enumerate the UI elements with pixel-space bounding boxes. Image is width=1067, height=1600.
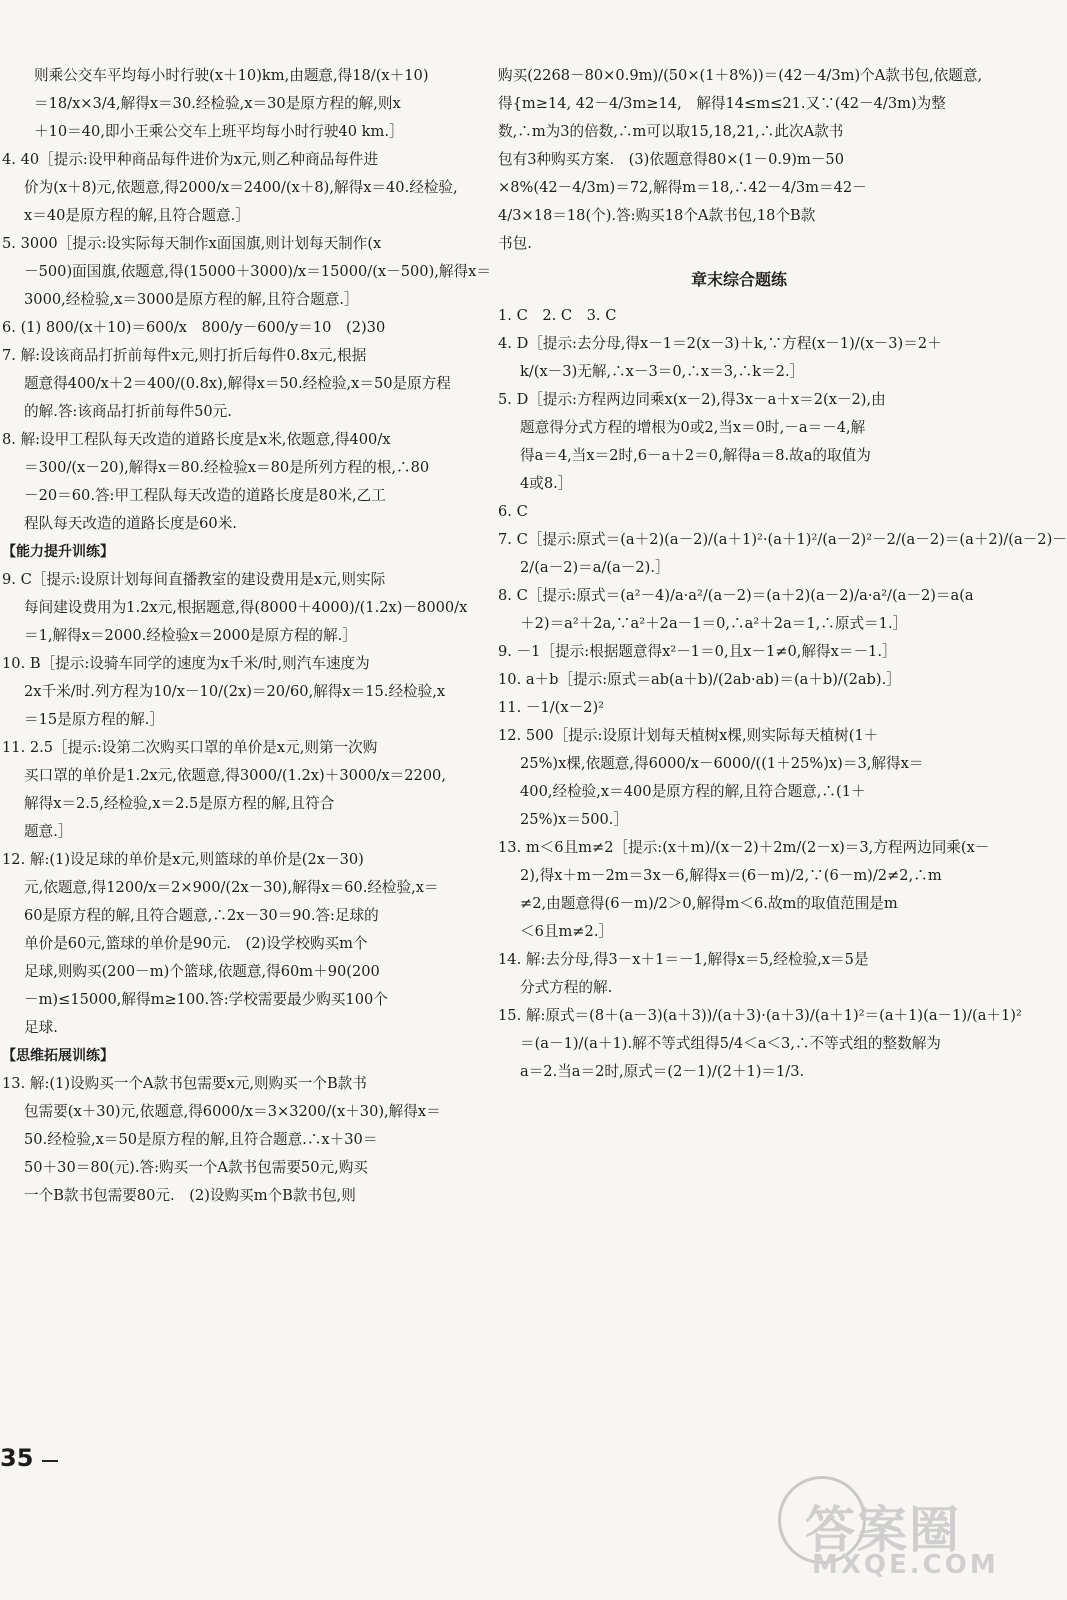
- answer-line: 6. C: [498, 503, 528, 520]
- answer-line: 购买(2268－80×0.9m)/(50×(1＋8%))＝(42－4/3m)个A款书包,依题意,: [498, 67, 983, 84]
- answer-line: 解得x＝2.5,经检验,x＝2.5是原方程的解,且符合: [24, 795, 335, 812]
- answer-line: 8. 解:设甲工程队每天改造的道路长度是x米,依题意,得400/x: [2, 431, 391, 448]
- answer-line: 单价是60元,篮球的单价是90元. (2)设学校购买m个: [24, 935, 368, 952]
- answer-line: 包需要(x＋30)元,依题意,得6000/x＝3×3200/(x＋30),解得x＝: [24, 1103, 441, 1120]
- answer-line: 5. D［提示:方程两边同乘x(x－2),得3x－a＋x＝2(x－2),由: [498, 391, 886, 408]
- answer-line: 4. D［提示:去分母,得x－1＝2(x－3)＋k,∵方程(x－1)/(x－3)＝2＋: [498, 335, 942, 352]
- answer-line: 的解.答:该商品打折前每件50元.: [24, 403, 232, 420]
- answer-line: x＝40是原方程的解,且符合题意.］: [24, 207, 250, 224]
- answer-line: 7. C［提示:原式＝(a＋2)(a－2)/(a＋1)²·(a＋1)²/(a－2)²－2/(a－2)＝(a＋2)/(a－2)－: [498, 531, 1067, 548]
- review-answers: [498, 302, 1067, 1086]
- answer-line: －20＝60.答:甲工程队每天改造的道路长度是80米,乙工: [24, 487, 386, 504]
- answer-line: 12. 解:(1)设足球的单价是x元,则篮球的单价是(2x－30): [2, 851, 364, 868]
- answer-line: 7. 解:设该商品打折前每件x元,则打折后每件0.8x元,根据: [2, 347, 367, 364]
- answer-line: 6. (1) 800/(x＋10)＝600/x 800/y－600/y＝10 (2)30: [2, 319, 386, 336]
- answer-line: 2/(a－2)＝a/(a－2).］: [520, 559, 670, 576]
- answer-line: 5. 3000［提示:设实际每天制作x面国旗,则计划每天制作(x: [2, 235, 382, 252]
- answer-line: 14. 解:去分母,得3－x＋1＝－1,解得x＝5,经检验,x＝5是: [498, 951, 869, 968]
- answer-line: a＝2.当a＝2时,原式＝(2－1)/(2＋1)＝1/3.: [520, 1063, 805, 1080]
- watermark-logo: 答案圈: [805, 1501, 961, 1559]
- answer-line: 10. B［提示:设骑车同学的速度为x千米/时,则汽车速度为: [2, 655, 370, 672]
- answer-line: 12. 500［提示:设原计划每天植树x棵,则实际每天植树(1＋: [498, 727, 879, 744]
- answer-line: ＝15是原方程的解.］: [24, 711, 164, 728]
- answer-line: ＝300/(x－20),解得x＝80.经检验x＝80是所列方程的根,∴80: [24, 459, 430, 476]
- page-number: 35: [0, 1444, 34, 1472]
- answer-line: ＋10＝40,即小王乘公交车上班平均每小时行驶40 km.］: [34, 123, 404, 140]
- answer-line: 15. 解:原式＝(8＋(a－3)(a＋3))/(a＋3)·(a＋3)/(a＋1)²＝(a＋1)(a－1)/(a＋1)²: [498, 1007, 1022, 1024]
- answer-line: 元,依题意,得1200/x＝2×900/(2x－30),解得x＝60.经检验,x＝: [24, 879, 439, 896]
- right-column: [498, 62, 1067, 1086]
- answer-line: 50＋30＝80(元).答:购买一个A款书包需要50元,购买: [24, 1159, 368, 1176]
- answer-line: 4/3×18＝18(个).答:购买18个A款书包,18个B款: [498, 207, 816, 224]
- answer-line: 60是原方程的解,且符合题意,∴2x－30＝90.答:足球的: [24, 907, 379, 924]
- answer-line: k/(x－3)无解,∴x－3＝0,∴x＝3,∴k＝2.］: [520, 363, 805, 380]
- answer-line: 4或8.］: [520, 475, 573, 492]
- answer-line: 一个B款书包需要80元. (2)设购买m个B款书包,则: [24, 1187, 356, 1204]
- left-column: [2, 62, 491, 1210]
- answer-line: 买口罩的单价是1.2x元,依题意,得3000/(1.2x)＋3000/x＝2200,: [24, 767, 446, 784]
- answer-line: 数,∴m为3的倍数,∴m可以取15,18,21,∴此次A款书: [498, 123, 844, 140]
- answer-line: ×8%(42－4/3m)＝72,解得m＝18,∴42－4/3m＝42－: [498, 179, 867, 196]
- answer-line: 13. m＜6且m≠2［提示:(x＋m)/(x－2)＋2m/(2－x)＝3,方程两边同乘(x－: [498, 839, 990, 856]
- answer-line: 价为(x＋8)元,依题意,得2000/x＝2400/(x＋8),解得x＝40.经检验,: [24, 179, 458, 196]
- answer-line: 足球.: [24, 1019, 58, 1036]
- answer-line: 400,经检验,x＝400是原方程的解,且符合题意,∴(1＋: [520, 783, 866, 800]
- answer-line: ＜6且m≠2.］: [520, 923, 614, 940]
- answer-line: 得a＝4,当x＝2时,6－a＋2＝0,解得a＝8.故a的取值为: [520, 447, 871, 464]
- answer-line: 9. C［提示:设原计划每间直播教室的建设费用是x元,则实际: [2, 571, 386, 588]
- answer-line: 题意得400/x＋2＝400/(0.8x),解得x＝50.经检验,x＝50是原方程: [24, 375, 451, 392]
- watermark-url: MXQE.COM: [812, 1550, 999, 1580]
- answer-line: 则乘公交车平均每小时行驶(x＋10)km,由题意,得18/(x＋10): [34, 67, 429, 84]
- section-heading: 章末综合题练: [690, 270, 787, 289]
- answer-line: 11. －1/(x－2)²: [498, 699, 604, 716]
- answer-line: 50.经检验,x＝50是原方程的解,且符合题意.∴x＋30＝: [24, 1131, 378, 1148]
- answer-line: 25%)x棵,依题意,得6000/x－6000/((1＋25%)x)＝3,解得x＝: [520, 755, 924, 772]
- answer-line: 题意得分式方程的增根为0或2,当x＝0时,－a＝－4,解: [520, 419, 866, 436]
- answer-line: 2x千米/时.列方程为10/x－10/(2x)＝20/60,解得x＝15.经检验,x: [24, 683, 446, 700]
- answer-line: 得{m≥14, 42－4/3m≥14, 解得14≤m≤21.又∵(42－4/3m)为整: [498, 95, 946, 112]
- answer-line: ＝1,解得x＝2000.经检验x＝2000是原方程的解.］: [24, 627, 357, 644]
- answer-line: 书包.: [498, 235, 532, 252]
- answer-line: 包有3种购买方案. (3)依题意得80×(1－0.9)m－50: [498, 151, 844, 168]
- answer-line: 2),得x＋m－2m＝3x－6,解得x＝(6－m)/2,∵(6－m)/2≠2,∴m: [520, 867, 942, 884]
- answer-line: ≠2,由题意得(6－m)/2＞0,解得m＜6.故m的取值范围是m: [520, 895, 898, 912]
- page-number-rule: [42, 1460, 58, 1462]
- section-label: 【能力提升训练】: [2, 544, 114, 560]
- answer-line: 25%)x＝500.］: [520, 811, 629, 828]
- answer-line: 9. －1［提示:根据题意得x²－1＝0,且x－1≠0,解得x＝－1.］: [498, 643, 897, 660]
- section-label: 【思维拓展训练】: [2, 1048, 114, 1064]
- answer-line: 每间建设费用为1.2x元,根据题意,得(8000＋4000)/(1.2x)－8000/x: [24, 599, 468, 616]
- answer-line: 足球,则购买(200－m)个篮球,依题意,得60m＋90(200: [24, 963, 380, 980]
- answer-line: 分式方程的解.: [520, 979, 613, 996]
- answer-line: 8. C［提示:原式＝(a²－4)/a·a²/(a－2)＝(a＋2)(a－2)/a·a²/(a－2)＝a(a: [498, 587, 974, 604]
- answer-line: 程队每天改造的道路长度是60米.: [24, 515, 237, 532]
- answer-line: 10. a＋b［提示:原式＝ab(a＋b)/(2ab·ab)＝(a＋b)/(2ab).］: [498, 671, 901, 688]
- answer-line: －500)面国旗,依题意,得(15000＋3000)/x＝15000/(x－500),解得x＝: [24, 263, 491, 280]
- answer-line: 1. C 2. C 3. C: [498, 307, 617, 324]
- answer-line: 11. 2.5［提示:设第二次购买口罩的单价是x元,则第一次购: [2, 739, 378, 756]
- answer-line: ＝(a－1)/(a＋1).解不等式组得5/4＜a＜3,∴不等式组的整数解为: [520, 1035, 941, 1052]
- answer-line: ＋2)＝a²＋2a,∵a²＋2a－1＝0,∴a²＋2a＝1,∴原式＝1.］: [520, 615, 908, 632]
- continued-solution: [498, 62, 983, 258]
- answer-line: ＝18/x×3/4,解得x＝30.经检验,x＝30是原方程的解,则x: [34, 95, 401, 112]
- answer-line: 题意.］: [24, 823, 73, 840]
- answer-line: 13. 解:(1)设购买一个A款书包需要x元,则购买一个B款书: [2, 1075, 367, 1092]
- answer-line: －m)≤15000,解得m≥100.答:学校需要最少购买100个: [24, 991, 388, 1008]
- answer-line: 4. 40［提示:设甲种商品每件进价为x元,则乙种商品每件进: [2, 151, 378, 168]
- answer-line: 3000,经检验,x＝3000是原方程的解,且符合题意.］: [24, 291, 359, 308]
